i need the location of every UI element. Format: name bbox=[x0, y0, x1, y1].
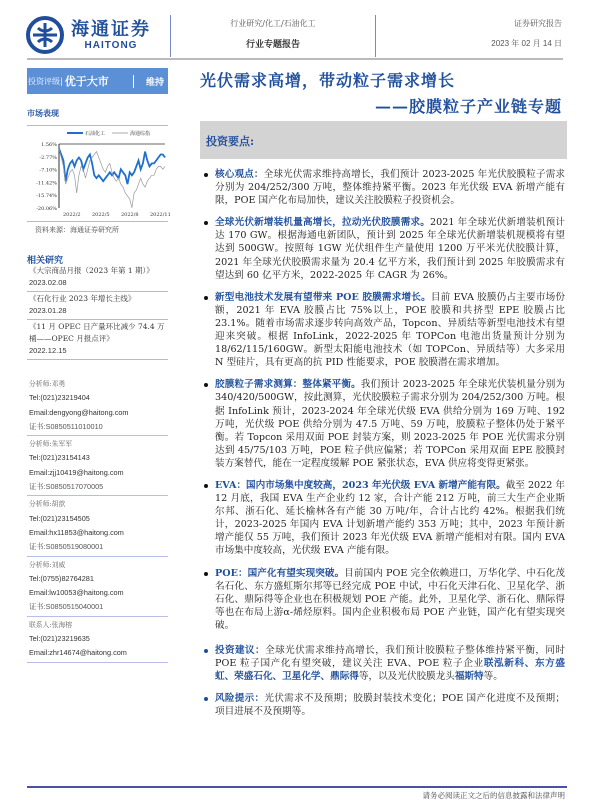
y-tick-label: -15.74% bbox=[36, 193, 57, 200]
header-divider bbox=[375, 15, 376, 57]
key-point-body: 2021 年全球光伏新增装机预计达 170 GW。根据海通电新团队，预计到 2025 年全球光伏新增装机规模将有望达到 500GW。按照每 1GW 光伏组件生产量使用 1200 万平米光伏胶膜计算，2021 年全球光伏胶膜需求量为 20.4 亿平方米，我们预计到 2025 年胶膜需求有望达到 60 亿平方米，2022-2025 年 CAGR 为 26%。 bbox=[215, 217, 566, 281]
header-right-block bbox=[380, 18, 562, 49]
key-points-list bbox=[200, 168, 565, 727]
key-point-heading: 全球光伏新增装机量高增长，拉动光伏胶膜需求。 bbox=[215, 217, 431, 229]
leader-company: 福斯特 bbox=[454, 671, 484, 683]
related-date: 2023.02.08 bbox=[29, 278, 67, 287]
analyst-card bbox=[27, 376, 168, 436]
analyst-tel: Tel:(0755)82764281 bbox=[29, 573, 94, 583]
market-chart bbox=[27, 128, 171, 218]
analyst-name: 分析师:邓勇 bbox=[29, 380, 66, 388]
related-item[interactable] bbox=[27, 264, 168, 292]
analyst-card bbox=[27, 557, 168, 617]
report-type: 行业专题报告 bbox=[245, 40, 300, 50]
analyst-name: 联系人:张海榕 bbox=[29, 620, 73, 629]
logo-en: HAITONG bbox=[84, 39, 138, 51]
rating-box: 投资评级 | 优于大市 维持 bbox=[27, 68, 168, 94]
market-heading: 市场表现 bbox=[27, 108, 59, 118]
related-item[interactable] bbox=[27, 320, 168, 360]
report-title: 光伏需求高增，带动粒子需求增长 bbox=[200, 71, 456, 90]
key-point-body: 光伏需求不及预期；胶膜封装技术变化；POE 国产化进度不及预期；项目进展不及预期等。 bbox=[215, 693, 566, 718]
header-rule bbox=[27, 58, 563, 60]
footer-rule bbox=[27, 786, 567, 788]
haitong-logo bbox=[25, 14, 170, 56]
key-point-heading: EVA：国内市场集中度较高，2023 年光伏级 EVA 新增产能有限。 bbox=[215, 479, 506, 491]
key-point-heading: 风险提示： bbox=[215, 693, 265, 705]
analyst-cert: 证书:S0850519080001 bbox=[29, 542, 104, 552]
key-point-heading: 投资建议： bbox=[215, 645, 266, 656]
header-category: 行业研究/化工/石油化工 bbox=[230, 19, 316, 28]
logo-cn: 海通证券 bbox=[71, 18, 151, 40]
analyst-list bbox=[0, 376, 141, 663]
key-point bbox=[200, 644, 565, 683]
key-point bbox=[200, 291, 565, 370]
analyst-name: 分析师:朱军军 bbox=[29, 440, 73, 449]
key-points-heading: 投资要点: bbox=[206, 135, 255, 148]
key-point-body: 我们预计 2023-2025 年全球光伏装机量分别为 340/420/500GW，按此测算，光伏胶膜粒子需求分别为 204/252/300 万吨。根据 InfoLink 预计，2023-2024 年全球光伏级 EVA 供给分别为 169 万吨、192 万吨，光伏级 POE 供给分别为 47.5 万吨、59 万吨，胶膜粒子整体仍处于紧平衡。若 Topcon 采用双面 POE 封装方案，则 2023-2025 年 POE 光伏需求分别达到 45/75/103 万吨，POE 粒子供应偏紧；若 TOPCon 采用双面 EPE 胶膜封装方案替代，能在一定程度缓解 POE 紧张状态，EVA 供应将变得更紧张。 bbox=[215, 379, 566, 469]
key-point-body: 全球光伏需求维持高增长，我们预计胶膜粒子整体维持紧平衡，同时 POE 粒子国产化有望突破，建议关注 EVA、POE 粒子企业 bbox=[215, 645, 566, 670]
analyst-tel: Tel:(021)23219404 bbox=[29, 393, 90, 403]
key-point-heading: 核心观点： bbox=[215, 169, 264, 180]
report-date: 2023 年 02 月 14 日 bbox=[491, 39, 562, 48]
key-point-heading: 胶膜粒子需求测算：整体紧平衡。 bbox=[215, 379, 361, 391]
x-tick-label: 2022/5 bbox=[92, 212, 110, 218]
x-tick-label: 2022/2 bbox=[63, 212, 81, 218]
legend-label: 海通综指 bbox=[130, 131, 151, 137]
analyst-card bbox=[27, 496, 168, 556]
recommended-companies: 联泓新科、东方盛虹、荣盛石化、卫星化学、鼎际得 bbox=[215, 658, 566, 683]
related-date: 2023.01.28 bbox=[29, 306, 67, 315]
x-tick-label: 2022/11 bbox=[150, 212, 171, 218]
analyst-tel: Tel:(021)23154143 bbox=[29, 453, 90, 463]
legend-label: 石油化工 bbox=[85, 131, 106, 137]
footer-disclaimer: 请务必阅读正文之后的信息披露和法律声明 bbox=[422, 791, 565, 800]
key-point-body: 目前 EVA 胶膜仍占主要市场份额，2021 年 EVA 胶膜占比 75%以上，POE 胶膜和共挤型 EPE 胶膜占比 23.1%。随着市场需求逐步转向高效产品，Topcon、异质结等新型电池技术有望迎来突破。根据 InfoLink，2022-2025 年 TOPCon 电池出货量预计分别为 18/62/115/160GW。新型太阳能电池技术（如 TOPCon、异质结等）大多采用 N 型硅片，具有更高的抗 PID 性能要求，POE 胶膜潜在需求增加。 bbox=[215, 291, 565, 369]
analyst-cert: 证书:S0850517070005 bbox=[29, 482, 104, 492]
header-divider bbox=[170, 15, 171, 57]
key-point bbox=[200, 216, 565, 281]
y-tick-label: -2.77% bbox=[39, 154, 57, 161]
related-date: 2022.12.15 bbox=[29, 346, 67, 355]
key-point-heading: POE：国产化有望实现突破。 bbox=[215, 567, 345, 579]
y-tick-label: -20.06% bbox=[36, 206, 57, 212]
key-point-body: 目前国内 POE 完全依赖进口，万华化学、中石化茂名石化、东方盛虹斯尔邦等已经完成 POE 中试，中石化天津石化、卫星化学、浙石化、鼎际得等企业也在积极规划 POE 产能。此外，卫星化学、浙石化、鼎际得等也在布局上游α-烯烃原料。国内企业积极布局 POE 产业链，国产化有望实现突破。 bbox=[215, 567, 565, 631]
chart-source: 资料来源：海通证券研究所 bbox=[35, 226, 119, 234]
y-tick-label: -11.42% bbox=[36, 180, 57, 187]
key-point-body: 全球光伏需求维持高增长，我们预计 2023-2025 年光伏胶膜粒子需求分别为 204/252/300 万吨，整体维持紧平衡。2023 年光伏级 EVA 新增产能有限，POE 国产化布局加快，建议关注胶膜粒子投资机会。 bbox=[215, 169, 566, 207]
analyst-cert: 证书:S0850515040001 bbox=[29, 602, 104, 612]
analyst-name: 分析师:胡歆 bbox=[29, 500, 66, 509]
key-point-body: 截至 2022 年 12 月底，我国 EVA 生产企业约 12 家，合计产能 212 万吨，前三大生产企业斯尔邦、浙石化、延长榆林各有产能 30 万吨/年，合计占比约 42%。根据我们统计，2023-2025 年国内 EVA 计划新增产能约 353 万吨；其中，2023 年预计新增产能仅 55 万吨，我们预计 2023 年光伏级 EVA 新增产能相对有限。国内 EVA 市场集中度较高，光伏级 EVA 产能有限。 bbox=[215, 479, 565, 557]
analyst-card bbox=[27, 436, 168, 496]
series-line-index bbox=[59, 149, 165, 208]
key-point-body: 等。 bbox=[483, 671, 503, 683]
analyst-cert: 证书:S0850511010010 bbox=[29, 421, 103, 431]
key-point-body: 等，以及光伏胶膜龙头 bbox=[358, 671, 455, 683]
y-tick-label: 1.56% bbox=[41, 142, 57, 148]
haitong-emblem-icon bbox=[25, 15, 65, 55]
analyst-card bbox=[27, 617, 168, 663]
rating-change: 维持 bbox=[133, 75, 164, 88]
divider bbox=[27, 125, 168, 126]
divider bbox=[27, 221, 168, 222]
key-point bbox=[200, 479, 565, 558]
rating-value: 优于大市 bbox=[64, 75, 109, 88]
key-point bbox=[200, 567, 565, 632]
key-point-heading: 新型电池技术发展有望带来 POE 胶膜需求增长。 bbox=[215, 291, 431, 303]
analyst-email: Email:zjj10419@haitong.com bbox=[29, 467, 124, 477]
analyst-email: Email:lw10053@haitong.com bbox=[29, 588, 124, 598]
analyst-tel: Tel:(021)23154505 bbox=[29, 513, 90, 523]
key-point bbox=[200, 692, 565, 718]
analyst-email: Email:dengyong@haitong.com bbox=[29, 407, 129, 417]
key-point bbox=[200, 168, 565, 207]
related-title: 《11 月 OPEC 日产量环比减少 74.4 万桶——OPEC 月报点评》 bbox=[29, 322, 165, 343]
related-item[interactable] bbox=[27, 292, 168, 320]
key-points-header bbox=[200, 121, 567, 159]
doc-type: 证券研究报告 bbox=[514, 19, 562, 28]
x-tick-label: 2022/8 bbox=[121, 212, 139, 218]
rating-label: 投资评级 bbox=[28, 76, 60, 86]
header-category-block bbox=[172, 18, 374, 50]
analyst-email: Email:hx11853@haitong.com bbox=[29, 527, 124, 537]
related-title: 《大宗商品月报（2023 年第 1 期）》 bbox=[29, 266, 154, 275]
analyst-name: 分析师:刘威 bbox=[29, 560, 66, 569]
report-subtitle: ——胶膜粒子产业链专题 bbox=[374, 97, 562, 116]
key-point bbox=[200, 378, 565, 470]
related-heading: 相关研究 bbox=[27, 256, 64, 266]
analyst-email: Email:zhr14674@haitong.com bbox=[29, 648, 127, 658]
y-tick-label: -7.10% bbox=[39, 167, 57, 174]
related-research-list bbox=[27, 264, 168, 360]
related-title: 《石化行业 2023 年增长主线》 bbox=[29, 294, 136, 303]
analyst-tel: Tel:(021)23219635 bbox=[29, 634, 90, 644]
